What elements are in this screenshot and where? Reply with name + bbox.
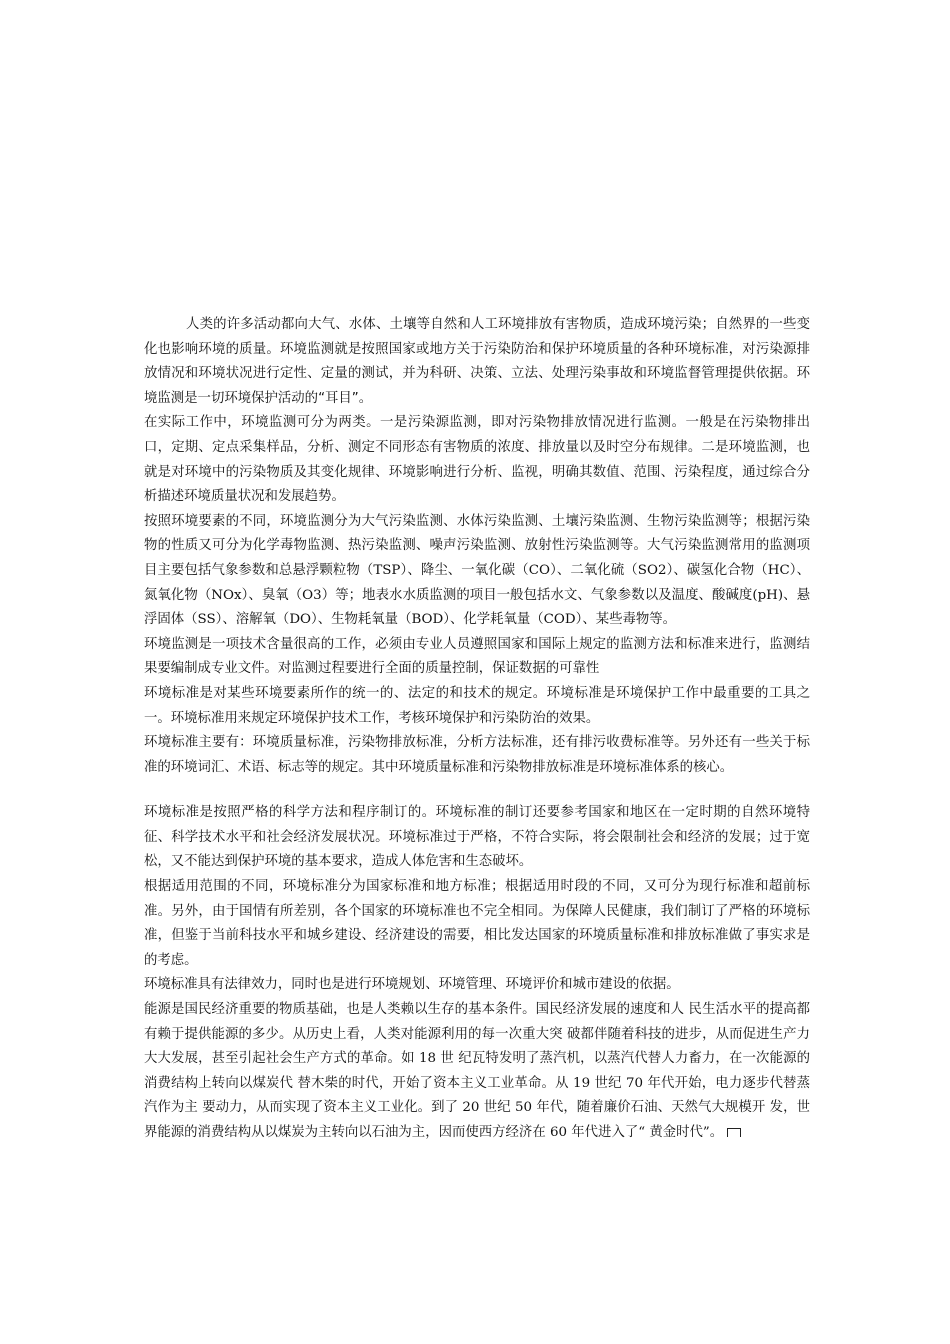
paragraph-7: 环境标准是按照严格的科学方法和程序制订的。环境标准的制订还要参考国家和地区在一定时期的自然环境特征、科学技术水平和社会经济发展状况。环境标准过于严格，不符合实际，将会限制社会和经济的发展；过于宽松，又不能达到保护环境的基本要求，造成人体危害和生态破坏。 [144,805,810,870]
paragraph-10-text: 能源是国民经济重要的物质基础，也是人类赖以生存的基本条件。国民经济发展的速度和人 民生活水平的提高都有赖于提供能源的多少。从历史上看，人类对能源利用的每一次重大突 破都伴随着科技的进步，从而促进生产力大大发展，甚至引起社会生产方式的革命。如 18 世 纪瓦特发明了蒸汽机，以蒸汽代替人力畜力，在一次能源的消费结构上转向以煤炭代 替木柴的时代，开始了资本主义工业革命。从 19 世纪 70 年代开始，电力逐步代替蒸汽作为主 要动力，从而实现了资本主义工业化。到了 20 世纪 50 年代，随着廉价石油、天然气大规模开 发，世界能源的消费结构从以煤炭为主转向以石油为主，因而使西方经济在 60 年代进入了“ 黄金时代”。 [144,1002,810,1140]
document-body [144,313,810,1146]
paragraph-9: 环境标准具有法律效力，同时也是进行环境规划、环境管理、环境评价和城市建设的依据。 [144,977,680,993]
paragraph-10 [144,998,810,1146]
paragraph-3: 按照环境要素的不同，环境监测分为大气污染监测、水体污染监测、土壤污染监测、生物污染监测等；根据污染物的性质又可分为化学毒物监测、热污染监测、噪声污染监测、放射性污染监测等。大气污染监测常用的监测项目主要包括气象参数和总悬浮颗粒物（TSP）、降尘、一氧化碳（CO）、二氧化硫（SO2）、碳氢化合物（HC）、氮氧化物（NOx）、臭氧（O3）等；地表水水质监测的项目一般包括水文、气象参数以及温度、酸碱度(pH)、悬浮固体（SS）、溶解氧（DO）、生物耗氧量（BOD）、化学耗氧量（COD）、某些毒物等。 [144,513,810,628]
paragraph-6: 环境标准主要有：环境质量标准，污染物排放标准，分析方法标准，还有排污收费标准等。另外还有一些关于标准的环境词汇、术语、标志等的规定。其中环境质量标准和污染物排放标准是环境标准体系的核心。 [144,735,810,775]
paragraph-1: 人类的许多活动都向大气、水体、土壤等自然和人工环境排放有害物质，造成环境污染；自然界的一些变化也影响环境的质量。环境监测就是按照国家或地方关于污染防治和保护环境质量的各种环境标准，对污染源排放情况和环境状况进行定性、定量的测试，并为科研、决策、立法、处理污染事故和环境监督管理提供依据。环境监测是一切环境保护活动的“耳目”。 [144,317,810,406]
paragraph-4: 环境监测是一项技术含量很高的工作，必须由专业人员遵照国家和国际上规定的监测方法和标准来进行，监测结果要编制成专业文件。对监测过程要进行全面的质量控制，保证数据的可靠性 [144,636,810,677]
paragraph-5: 环境标准是对某些环境要素所作的统一的、法定的和技术的规定。环境标准是环境保护工作中最重要的工具之一。环境标准用来规定环境保护技术工作，考核环境保护和污染防治的效果。 [144,685,810,726]
paragraph-2: 在实际工作中，环境监测可分为两类。一是污染源监测，即对污染物排放情况进行监测。一般是在污染物排出口，定期、定点采集样品，分析、测定不同形态有害物质的浓度、排放量以及时空分布规律。二是环境监测，也就是对环境中的污染物质及其变化规律、环境影响进行分析、监视，明确其数值、范围、污染程度，通过综合分析描述环境质量状况和发展趋势。 [144,415,810,505]
paragraph-8: 根据适用范围的不同，环境标准分为国家标准和地方标准；根据适用时段的不同，又可分为现行标准和超前标准。另外，由于国情有所差别，各个国家的环境标准也不完全相同。为保障人民健康，我们制订了严格的环境标准，但鉴于当前科技水平和城乡建设、经济建设的需要，相比发达国家的环境质量标准和排放标准做了事实求是的考虑。 [144,879,810,968]
paragraph-gap [144,780,810,801]
end-mark-icon [727,1128,741,1137]
